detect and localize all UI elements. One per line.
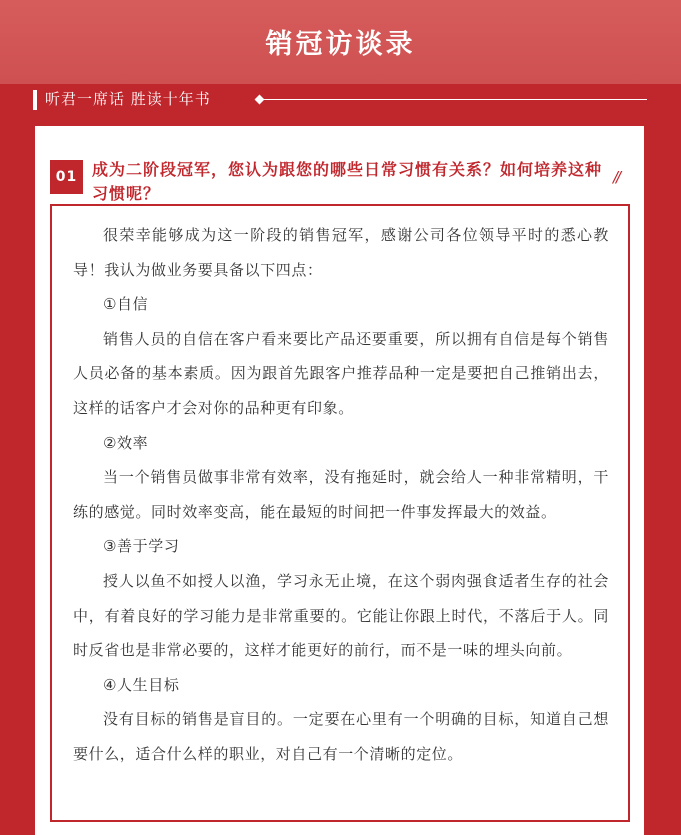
answer-heading-learning: ③善于学习	[103, 537, 180, 556]
question-number-badge: 01	[50, 160, 83, 194]
slash-decoration-icon: //	[613, 168, 620, 186]
answer-heading-confidence: ①自信	[103, 295, 149, 314]
answer-paragraph-efficiency: 当一个销售员做事非常有效率，没有拖延时，就会给人一种非常精明，干练的感觉。同时效率变高，能在最短的时间把一件事发挥最大的效益。	[73, 468, 609, 521]
subtitle-text: 听君一席话 胜读十年书	[45, 90, 211, 108]
subtitle-divider	[264, 99, 647, 100]
page-title: 销冠访谈录	[265, 29, 416, 60]
subtitle-accent-bar	[33, 90, 37, 110]
answer-paragraph-intro: 很荣幸能够成为这一阶段的销售冠军，感谢公司各位领导平时的悉心教导！我认为做业务要具备以下四点：	[73, 226, 609, 279]
answer-heading-goals: ④人生目标	[103, 675, 180, 694]
answer-box	[50, 204, 630, 822]
answer-heading-efficiency: ②效率	[103, 433, 149, 452]
answer-paragraph-goals: 没有目标的销售是盲目的。一定要在心里有一个明确的目标，知道自己想要什么，适合什么样的职业，对自己有一个清晰的定位。	[73, 710, 609, 763]
answer-paragraph-confidence: 销售人员的自信在客户看来要比产品还要重要，所以拥有自信是每个销售人员必备的基本素质。因为跟首先跟客户推荐品种一定是要把自己推销出去，这样的话客户才会对你的品种更有印象。	[73, 329, 609, 417]
question-heading: 成为二阶段冠军，您认为跟您的哪些日常习惯有关系？如何培养这种习惯呢？	[92, 160, 603, 203]
answer-paragraph-learning: 授人以鱼不如授人以渔，学习永无止境，在这个弱肉强食适者生存的社会中，有着良好的学习能力是非常重要的。它能让你跟上时代，不落后于人。同时反省也是非常必要的，这样才能更好的前行，而不是一味的埋头向前。	[73, 571, 609, 660]
diamond-icon	[255, 95, 265, 105]
